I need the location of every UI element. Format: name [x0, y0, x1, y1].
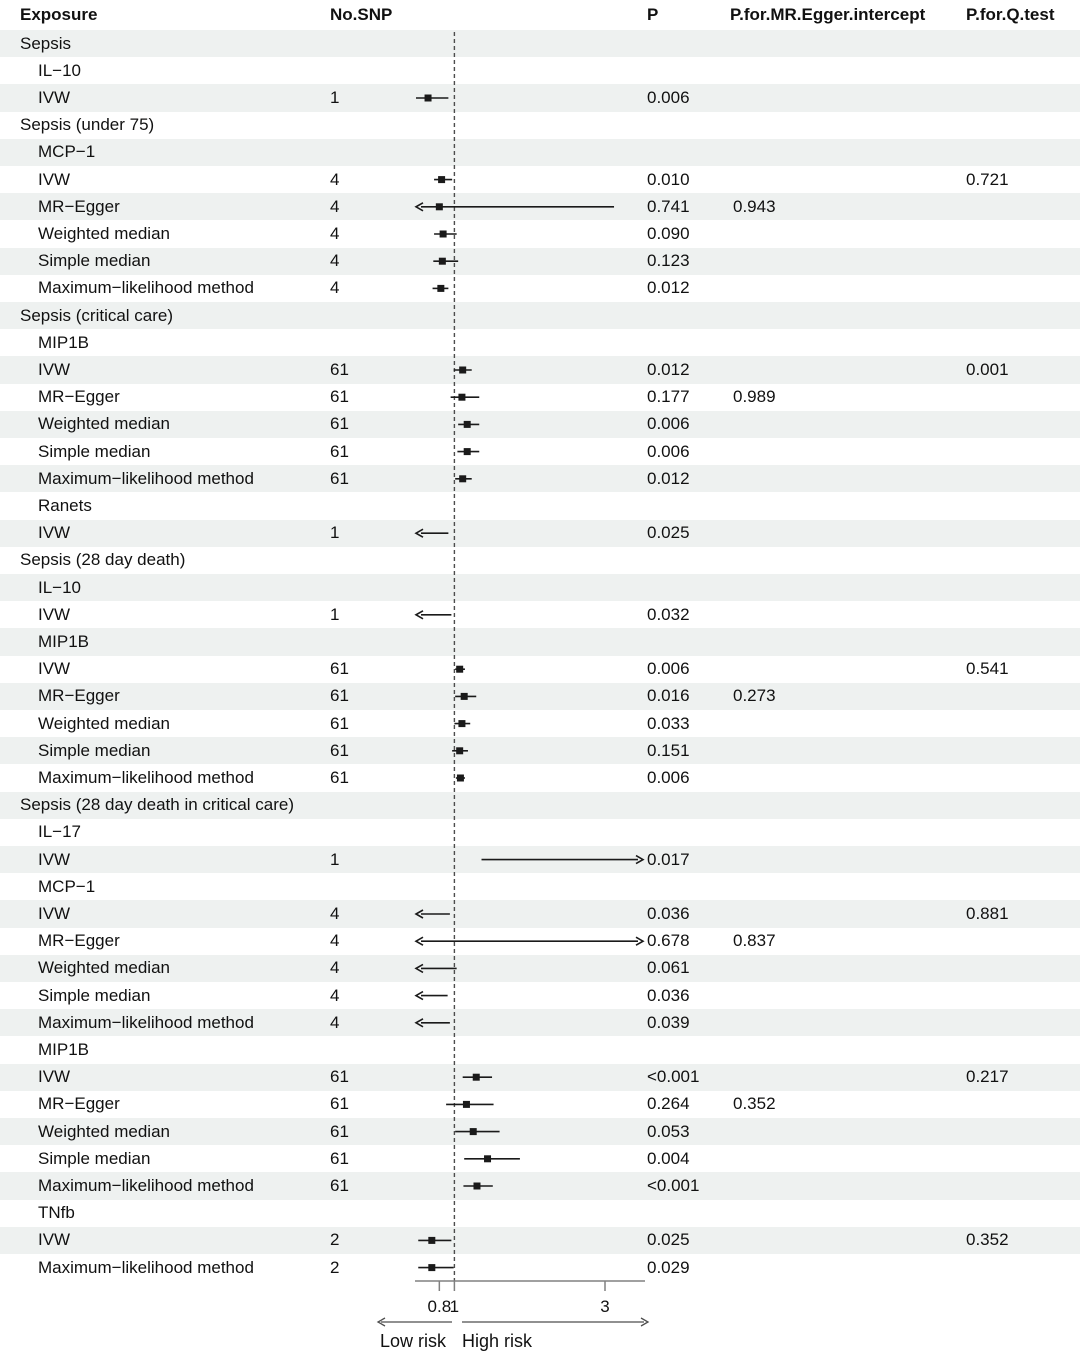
p-value: 0.264	[647, 1094, 690, 1114]
table-row	[0, 846, 1080, 873]
table-row	[0, 628, 1080, 655]
table-row	[0, 737, 1080, 764]
table-row	[0, 166, 1080, 193]
row-label: MR−Egger	[38, 387, 120, 407]
high-risk-label: High risk	[461, 1331, 533, 1351]
row-label: Weighted median	[38, 414, 170, 434]
snp-count: 61	[330, 767, 349, 787]
q-test-p-value: 0.721	[966, 169, 1009, 189]
table-row	[0, 139, 1080, 166]
p-value: 0.033	[647, 713, 690, 733]
snp-count: 61	[330, 414, 349, 434]
table-row	[0, 1172, 1080, 1199]
x-axis-tick-label: 0.8	[427, 1297, 452, 1316]
row-label: Maximum−likelihood method	[38, 1175, 254, 1195]
snp-count: 4	[330, 223, 340, 243]
p-value: 0.177	[647, 387, 690, 407]
p-value: <0.001	[647, 1175, 700, 1195]
snp-count: 61	[330, 441, 349, 461]
row-label: MIP1B	[38, 631, 90, 651]
row-label: Weighted median	[38, 223, 170, 243]
row-label: IL−17	[38, 822, 82, 842]
p-value: 0.025	[647, 523, 690, 543]
row-label: TNfb	[38, 1203, 75, 1223]
row-label: Weighted median	[38, 958, 170, 978]
p-value: 0.151	[647, 740, 690, 760]
row-label: MCP−1	[38, 876, 96, 896]
row-label: IVW	[38, 523, 71, 543]
snp-count: 1	[330, 87, 340, 107]
row-label: IL−10	[38, 577, 82, 597]
table-row	[0, 819, 1080, 846]
p-value: 0.053	[647, 1121, 690, 1141]
row-label: MR−Egger	[38, 1094, 120, 1114]
table-row	[0, 1254, 1080, 1281]
group-header-row	[0, 547, 1080, 574]
table-row	[0, 520, 1080, 547]
table-row	[0, 465, 1080, 492]
p-value: 0.090	[647, 223, 690, 243]
row-label: Maximum−likelihood method	[38, 468, 254, 488]
row-label: IVW	[38, 1067, 71, 1087]
p-value: 0.004	[647, 1148, 690, 1168]
row-label: IVW	[38, 169, 71, 189]
group-header-row	[0, 112, 1080, 139]
snp-count: 61	[330, 1121, 349, 1141]
egger-intercept-p-value: 0.943	[733, 196, 776, 216]
table-row	[0, 411, 1080, 438]
group-header-row	[0, 792, 1080, 819]
table-row	[0, 900, 1080, 927]
p-value: 0.061	[647, 958, 690, 978]
table-row	[0, 1227, 1080, 1254]
table-row	[0, 1036, 1080, 1063]
row-label: IVW	[38, 1230, 71, 1250]
snp-count: 4	[330, 251, 340, 271]
row-label: IVW	[38, 604, 71, 624]
table-row	[0, 193, 1080, 220]
snp-count: 4	[330, 985, 340, 1005]
snp-count: 4	[330, 196, 340, 216]
row-label: IVW	[38, 359, 71, 379]
q-test-p-value: 0.001	[966, 359, 1009, 379]
table-row	[0, 601, 1080, 628]
table-row	[0, 384, 1080, 411]
p-value: 0.123	[647, 251, 690, 271]
q-test-p-value: 0.541	[966, 659, 1009, 679]
snp-count: 4	[330, 903, 340, 923]
q-test-p-value: 0.352	[966, 1230, 1009, 1250]
row-label: Maximum−likelihood method	[38, 1012, 254, 1032]
table-row	[0, 873, 1080, 900]
p-value: 0.006	[647, 414, 690, 434]
egger-intercept-p-value: 0.989	[733, 387, 776, 407]
p-value: 0.012	[647, 359, 690, 379]
table-row	[0, 1200, 1080, 1227]
p-value: 0.025	[647, 1230, 690, 1250]
p-value: 0.678	[647, 931, 690, 951]
table-row	[0, 1009, 1080, 1036]
p-value: 0.006	[647, 87, 690, 107]
snp-count: 2	[330, 1230, 340, 1250]
column-header-q-test: P.for.Q.test	[966, 5, 1055, 24]
table-row	[0, 248, 1080, 275]
p-value: 0.039	[647, 1012, 690, 1032]
egger-intercept-p-value: 0.273	[733, 686, 776, 706]
column-header-egger-intercept: P.for.MR.Egger.intercept	[730, 5, 926, 24]
snp-count: 61	[330, 1175, 349, 1195]
group-header-row	[0, 30, 1080, 57]
snp-count: 4	[330, 278, 340, 298]
snp-count: 61	[330, 740, 349, 760]
column-header-p: P	[647, 5, 659, 24]
table-row	[0, 57, 1080, 84]
table-row	[0, 220, 1080, 247]
x-axis-tick-label: 1	[449, 1297, 460, 1316]
row-label: IVW	[38, 87, 71, 107]
group-label: Sepsis (critical care)	[20, 305, 174, 325]
high-risk-arrow-head	[641, 1318, 648, 1326]
table-row	[0, 710, 1080, 737]
table-row	[0, 683, 1080, 710]
snp-count: 61	[330, 387, 349, 407]
row-label: MIP1B	[38, 1039, 90, 1059]
low-risk-arrow-head	[378, 1318, 385, 1326]
row-label: Maximum−likelihood method	[38, 278, 254, 298]
table-row	[0, 329, 1080, 356]
p-value: 0.010	[647, 169, 690, 189]
group-label: Sepsis (under 75)	[20, 115, 155, 135]
row-label: MIP1B	[38, 332, 90, 352]
table-row	[0, 356, 1080, 383]
row-label: IVW	[38, 849, 71, 869]
p-value: 0.036	[647, 903, 690, 923]
p-value: 0.006	[647, 659, 690, 679]
row-label: Simple median	[38, 985, 151, 1005]
table-row	[0, 438, 1080, 465]
egger-intercept-p-value: 0.352	[733, 1094, 776, 1114]
snp-count: 1	[330, 849, 340, 869]
table-row	[0, 1145, 1080, 1172]
table-row	[0, 955, 1080, 982]
row-label: Simple median	[38, 1148, 151, 1168]
p-value: 0.016	[647, 686, 690, 706]
p-value: 0.006	[647, 441, 690, 461]
p-value: 0.741	[647, 196, 690, 216]
p-value: 0.032	[647, 604, 690, 624]
row-label: Simple median	[38, 441, 151, 461]
table-row	[0, 492, 1080, 519]
row-label: Weighted median	[38, 713, 170, 733]
snp-count: 61	[330, 1148, 349, 1168]
snp-count: 61	[330, 468, 349, 488]
snp-count: 4	[330, 169, 340, 189]
snp-count: 61	[330, 713, 349, 733]
snp-count: 4	[330, 958, 340, 978]
p-value: 0.036	[647, 985, 690, 1005]
table-row	[0, 982, 1080, 1009]
p-value: 0.017	[647, 849, 690, 869]
group-label: Sepsis	[20, 33, 72, 53]
row-label: MCP−1	[38, 142, 96, 162]
row-label: MR−Egger	[38, 686, 120, 706]
row-label: Weighted median	[38, 1121, 170, 1141]
p-value: <0.001	[647, 1067, 700, 1087]
row-label: MR−Egger	[38, 196, 120, 216]
table-row	[0, 1118, 1080, 1145]
p-value: 0.012	[647, 278, 690, 298]
snp-count: 4	[330, 1012, 340, 1032]
snp-count: 61	[330, 659, 349, 679]
snp-count: 61	[330, 1094, 349, 1114]
table-row	[0, 764, 1080, 791]
p-value: 0.029	[647, 1257, 690, 1277]
table-row	[0, 656, 1080, 683]
table-row	[0, 275, 1080, 302]
row-label: Ranets	[38, 495, 92, 515]
table-row	[0, 928, 1080, 955]
group-label: Sepsis (28 day death)	[20, 550, 186, 570]
table-row	[0, 84, 1080, 111]
table-row	[0, 574, 1080, 601]
q-test-p-value: 0.881	[966, 903, 1009, 923]
row-label: MR−Egger	[38, 931, 120, 951]
snp-count: 2	[330, 1257, 340, 1277]
row-label: IL−10	[38, 60, 82, 80]
row-label: Simple median	[38, 740, 151, 760]
table-row	[0, 1091, 1080, 1118]
snp-count: 61	[330, 1067, 349, 1087]
x-axis-tick-label: 3	[600, 1297, 610, 1316]
snp-count: 4	[330, 931, 340, 951]
row-label: IVW	[38, 903, 71, 923]
p-value: 0.012	[647, 468, 690, 488]
row-label: IVW	[38, 659, 71, 679]
egger-intercept-p-value: 0.837	[733, 931, 776, 951]
group-label: Sepsis (28 day death in critical care)	[20, 795, 295, 815]
group-header-row	[0, 302, 1080, 329]
p-value: 0.006	[647, 767, 690, 787]
low-risk-label: Low risk	[379, 1331, 447, 1351]
row-label: Simple median	[38, 251, 151, 271]
q-test-p-value: 0.217	[966, 1067, 1009, 1087]
snp-count: 1	[330, 523, 340, 543]
snp-count: 61	[330, 686, 349, 706]
snp-count: 61	[330, 359, 349, 379]
column-header-no-snp: No.SNP	[330, 5, 393, 24]
row-label: Maximum−likelihood method	[38, 1257, 254, 1277]
column-header-exposure: Exposure	[20, 5, 98, 24]
row-label: Maximum−likelihood method	[38, 767, 254, 787]
snp-count: 1	[330, 604, 340, 624]
table-row	[0, 1064, 1080, 1091]
